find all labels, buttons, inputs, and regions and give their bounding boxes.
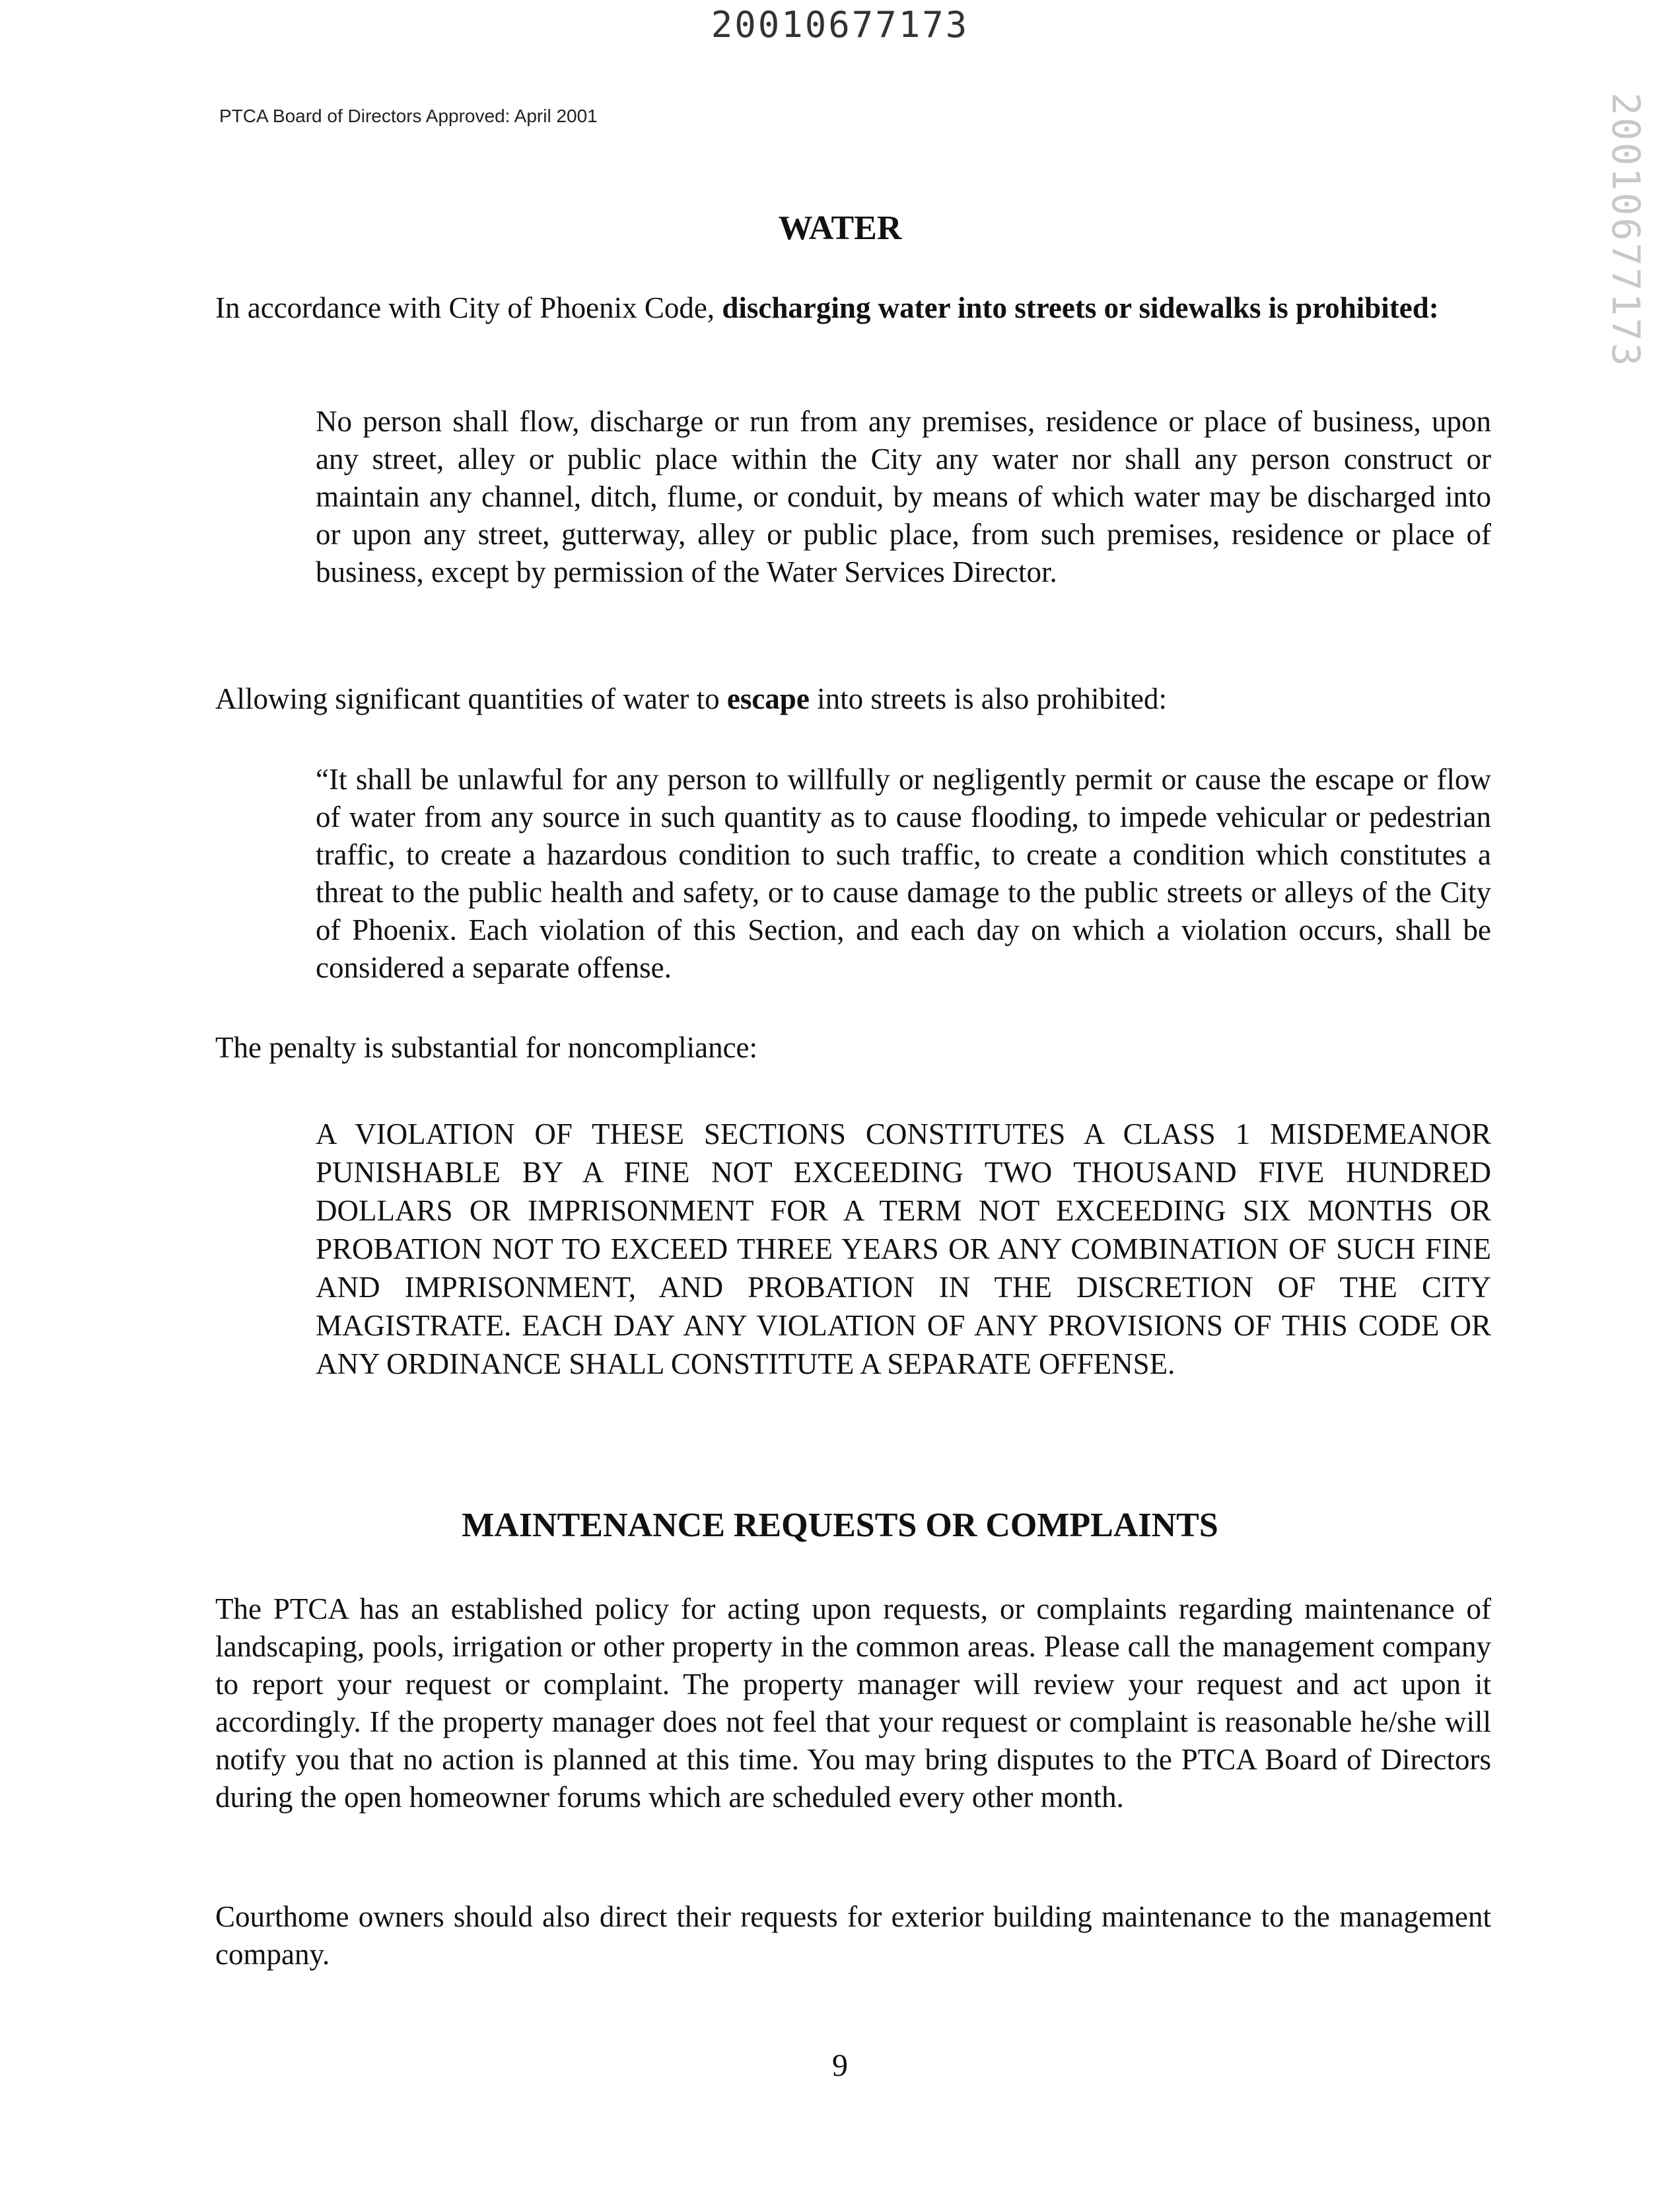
water-heading: WATER — [778, 209, 902, 247]
penalty-text: A VIOLATION OF THESE SECTIONS CONSTITUTES A CLASS 1 MISDEMEANOR PUNISHABLE BY A FINE NOT EXCEEDING TWO THOUSAND FIVE HUNDRED DOLLARS OR IMPRISONMENT FOR A TERM NOT EXCEEDING SIX MONTHS OR PROBATION NOT TO EXCEED THREE YEARS OR ANY COMBINATION OF SUCH FINE AND IMPRISONMENT, AND PROBATION IN THE DISCRETION OF THE CITY MAGISTRATE. EACH DAY ANY VIOLATION OF ANY PROVISIONS OF THIS CODE OR ANY ORDINANCE SHALL CONSTITUTE A SEPARATE OFFENSE. — [316, 1117, 1491, 1380]
escape-suffix: into streets is also prohibited: — [809, 682, 1167, 715]
water-intro-paragraph — [215, 289, 1491, 327]
maintenance-heading: MAINTENANCE REQUESTS OR COMPLAINTS — [462, 1507, 1218, 1544]
page-number: 9 — [832, 2048, 848, 2083]
escape-prefix: Allowing significant quantities of water to — [215, 682, 727, 715]
water-discharge-quote: No person shall flow, discharge or run from any premises, residence or place of business, upon any street, alley or public place within the City any water nor shall any person construct or maintain any channel, ditch, flume, or conduit, by means of which water may be discharged into or upon any street, gutterway, alley or public place, from such premises, residence or place of business, except by permission of the Water Services Director. — [316, 405, 1491, 588]
document-number: 20010677173 — [711, 4, 969, 46]
maintenance-policy-paragraph: The PTCA has an established policy for acting upon requests, or complaints regarding maintenance of landscaping, pools, irrigation or other property in the common areas. Please call the management company to report your request or complaint. The property manager will review your request and act upon it accordingly. If the property manager does not feel that your request or complaint is reasonable he/she will notify you that no action is planned at this time. You may bring disputes to the PTCA Board of Directors during the open homeowner forums which are scheduled every other month. — [215, 1592, 1491, 1814]
water-escape-quote: “It shall be unlawful for any person to willfully or negligently permit or cause the escape or flow of water from any source in such quantity as to cause flooding, to impede vehicular or pedestrian traffic, to create a hazardous condition to such traffic, to create a condition which constitutes a threat to the public health and safety, or to cause damage to the public streets or alleys of the City of Phoenix. Each violation of this Section, and each day on which a violation occurs, shall be considered a separate offense. — [316, 763, 1491, 984]
courthome-paragraph: Courthome owners should also direct their requests for exterior building maintenance to the management company. — [215, 1900, 1491, 1971]
water-intro-prefix: In accordance with City of Phoenix Code, — [215, 291, 722, 324]
water-intro-bold: discharging water into streets or sidewalks is prohibited: — [722, 291, 1439, 324]
side-stamp: 20010677173 — [1603, 92, 1648, 369]
penalty-intro: The penalty is substantial for noncompliance: — [215, 1031, 758, 1064]
approval-line: PTCA Board of Directors Approved: April 2001 — [219, 106, 598, 126]
water-escape-paragraph — [215, 680, 1491, 718]
escape-bold: escape — [726, 682, 810, 715]
